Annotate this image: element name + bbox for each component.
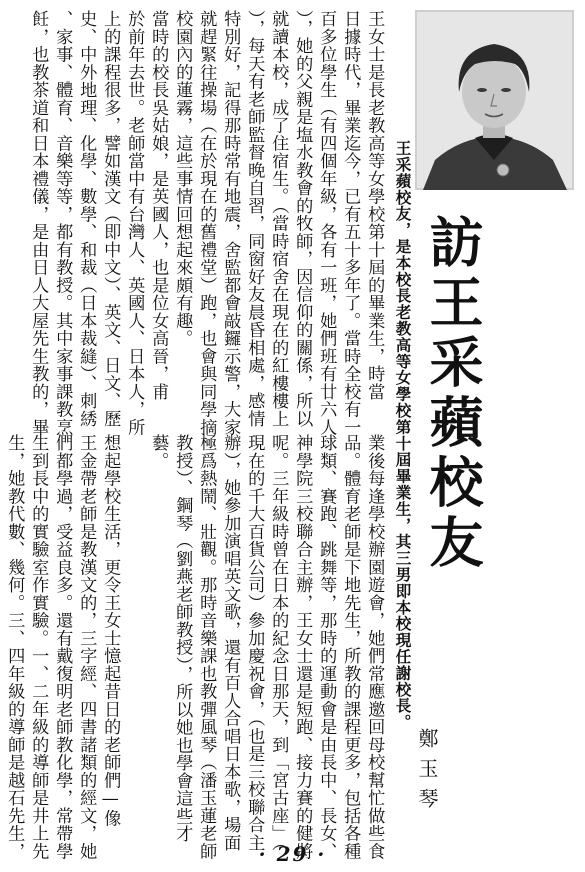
- article-title: 訪王采蘋校友: [421, 214, 485, 574]
- top-column-14: 、家事、體育、音樂等等，都有教授。其中家事課教烹: [52, 10, 73, 436]
- top-column-15: 飪，也教茶道和日本禮儀，是由日人大屋先生教的，畢: [28, 10, 49, 436]
- bottom-column-10: 藝。: [148, 434, 169, 470]
- top-column-8: 就趕緊往操場（在於現在的舊禮堂）跑，也會與同學摘: [196, 10, 217, 436]
- top-column-6: ），每天有老師監督晚自習，同窗好友晨昏相處，感情: [244, 10, 265, 428]
- article-author: 鄭玉琴: [415, 728, 439, 818]
- portrait-photo: [415, 10, 574, 190]
- page-number: · 29 ·: [258, 842, 327, 866]
- bottom-column-16: 生，她教代數、幾何。三、四年級的導師是越石先生，: [4, 434, 25, 860]
- bottom-column-12: 想起學校生活，更令王女士憶起昔日的老師們—像: [100, 434, 121, 828]
- top-column-2: 日據時代，畢業迄今，已有五十多年了。當時全校有一: [340, 10, 361, 436]
- top-column-9: 校園內的蓮霧，這些事情回想起來頗有趣。: [172, 10, 193, 348]
- bottom-column-6: 現在的千大百貨公司）參加慶祝會，（也是三校聯合主: [244, 434, 265, 852]
- top-column-13: 史、中外地理、化學、數學、和裁（日本裁縫）、刺綉: [76, 10, 97, 428]
- top-column-7: 特別好，記得那時常有地震，舍監都會敲鑼示警，大家: [220, 10, 241, 436]
- bottom-column-2: 品。體育老師是下地先生，所教的課程更多，包括各種: [340, 434, 361, 860]
- bottom-column-5: 呢。三年級時曾在日本的紀念日那天，到「宮古座」（: [268, 434, 289, 852]
- bottom-column-3: 球類、賽跑、跳舞等，那時的運動會是由長中、長女、: [316, 434, 337, 860]
- bottom-column-7: 辦），她參加演唱英文歌，還有百人合唱日本歌，場面: [220, 434, 241, 852]
- bottom-column-13: 王金帶老師是教漢文的，三字經、四書諸類的經文，她: [76, 434, 97, 860]
- top-column-3: 百多位學生（有四個年級，各有一班，她們班有廿六人: [316, 10, 337, 436]
- top-column-10: 當時的校長吳姑娘，是英國人，也是位女高晉，甫: [148, 10, 169, 401]
- top-column-5: 就讀本校，成了住宿生。（當時宿舍在現在的紅樓樓上: [268, 10, 289, 428]
- bottom-column-1: 業後每逢學校辦園遊會，她們常應邀回母校幫忙做些食: [364, 434, 385, 860]
- article-subtitle: 王采蘋校友，是本校長老教高等女學校第十屆畢業生，其三男即本校現任謝校長。: [393, 140, 413, 731]
- bottom-column-9: 教授）、鋼琴（劉燕老師教授），所以她也學會這些才: [172, 434, 193, 843]
- bottom-column-4: 神學院三校聯合主辦，王女士還是短跑、接力賽的健將: [292, 434, 313, 860]
- top-column-1: 王女士是長老教高等女學校第十屆的畢業生，時當: [364, 10, 385, 401]
- bottom-column-8: 極爲熱鬧、壯觀。那時音樂課也教彈風琴（潘玉蓮老師: [196, 434, 217, 860]
- bottom-column-15: 生到長中的實驗室作實驗。一、二年級的導師是井上先: [28, 434, 49, 860]
- bottom-column-14: 們都學過，受益良多。還有戴復明老師教化學，常帶學: [52, 434, 73, 860]
- top-column-11: 於前年去世。老師當中有台灣人、英國人、日本人，所: [124, 10, 145, 436]
- top-column-4: ），她的父親是塩水教會的牧師，因信仰的關係，所以: [292, 10, 313, 428]
- top-column-12: 上的課程很多，譬如漢文（即中文）、英文、日文、歷: [100, 10, 121, 428]
